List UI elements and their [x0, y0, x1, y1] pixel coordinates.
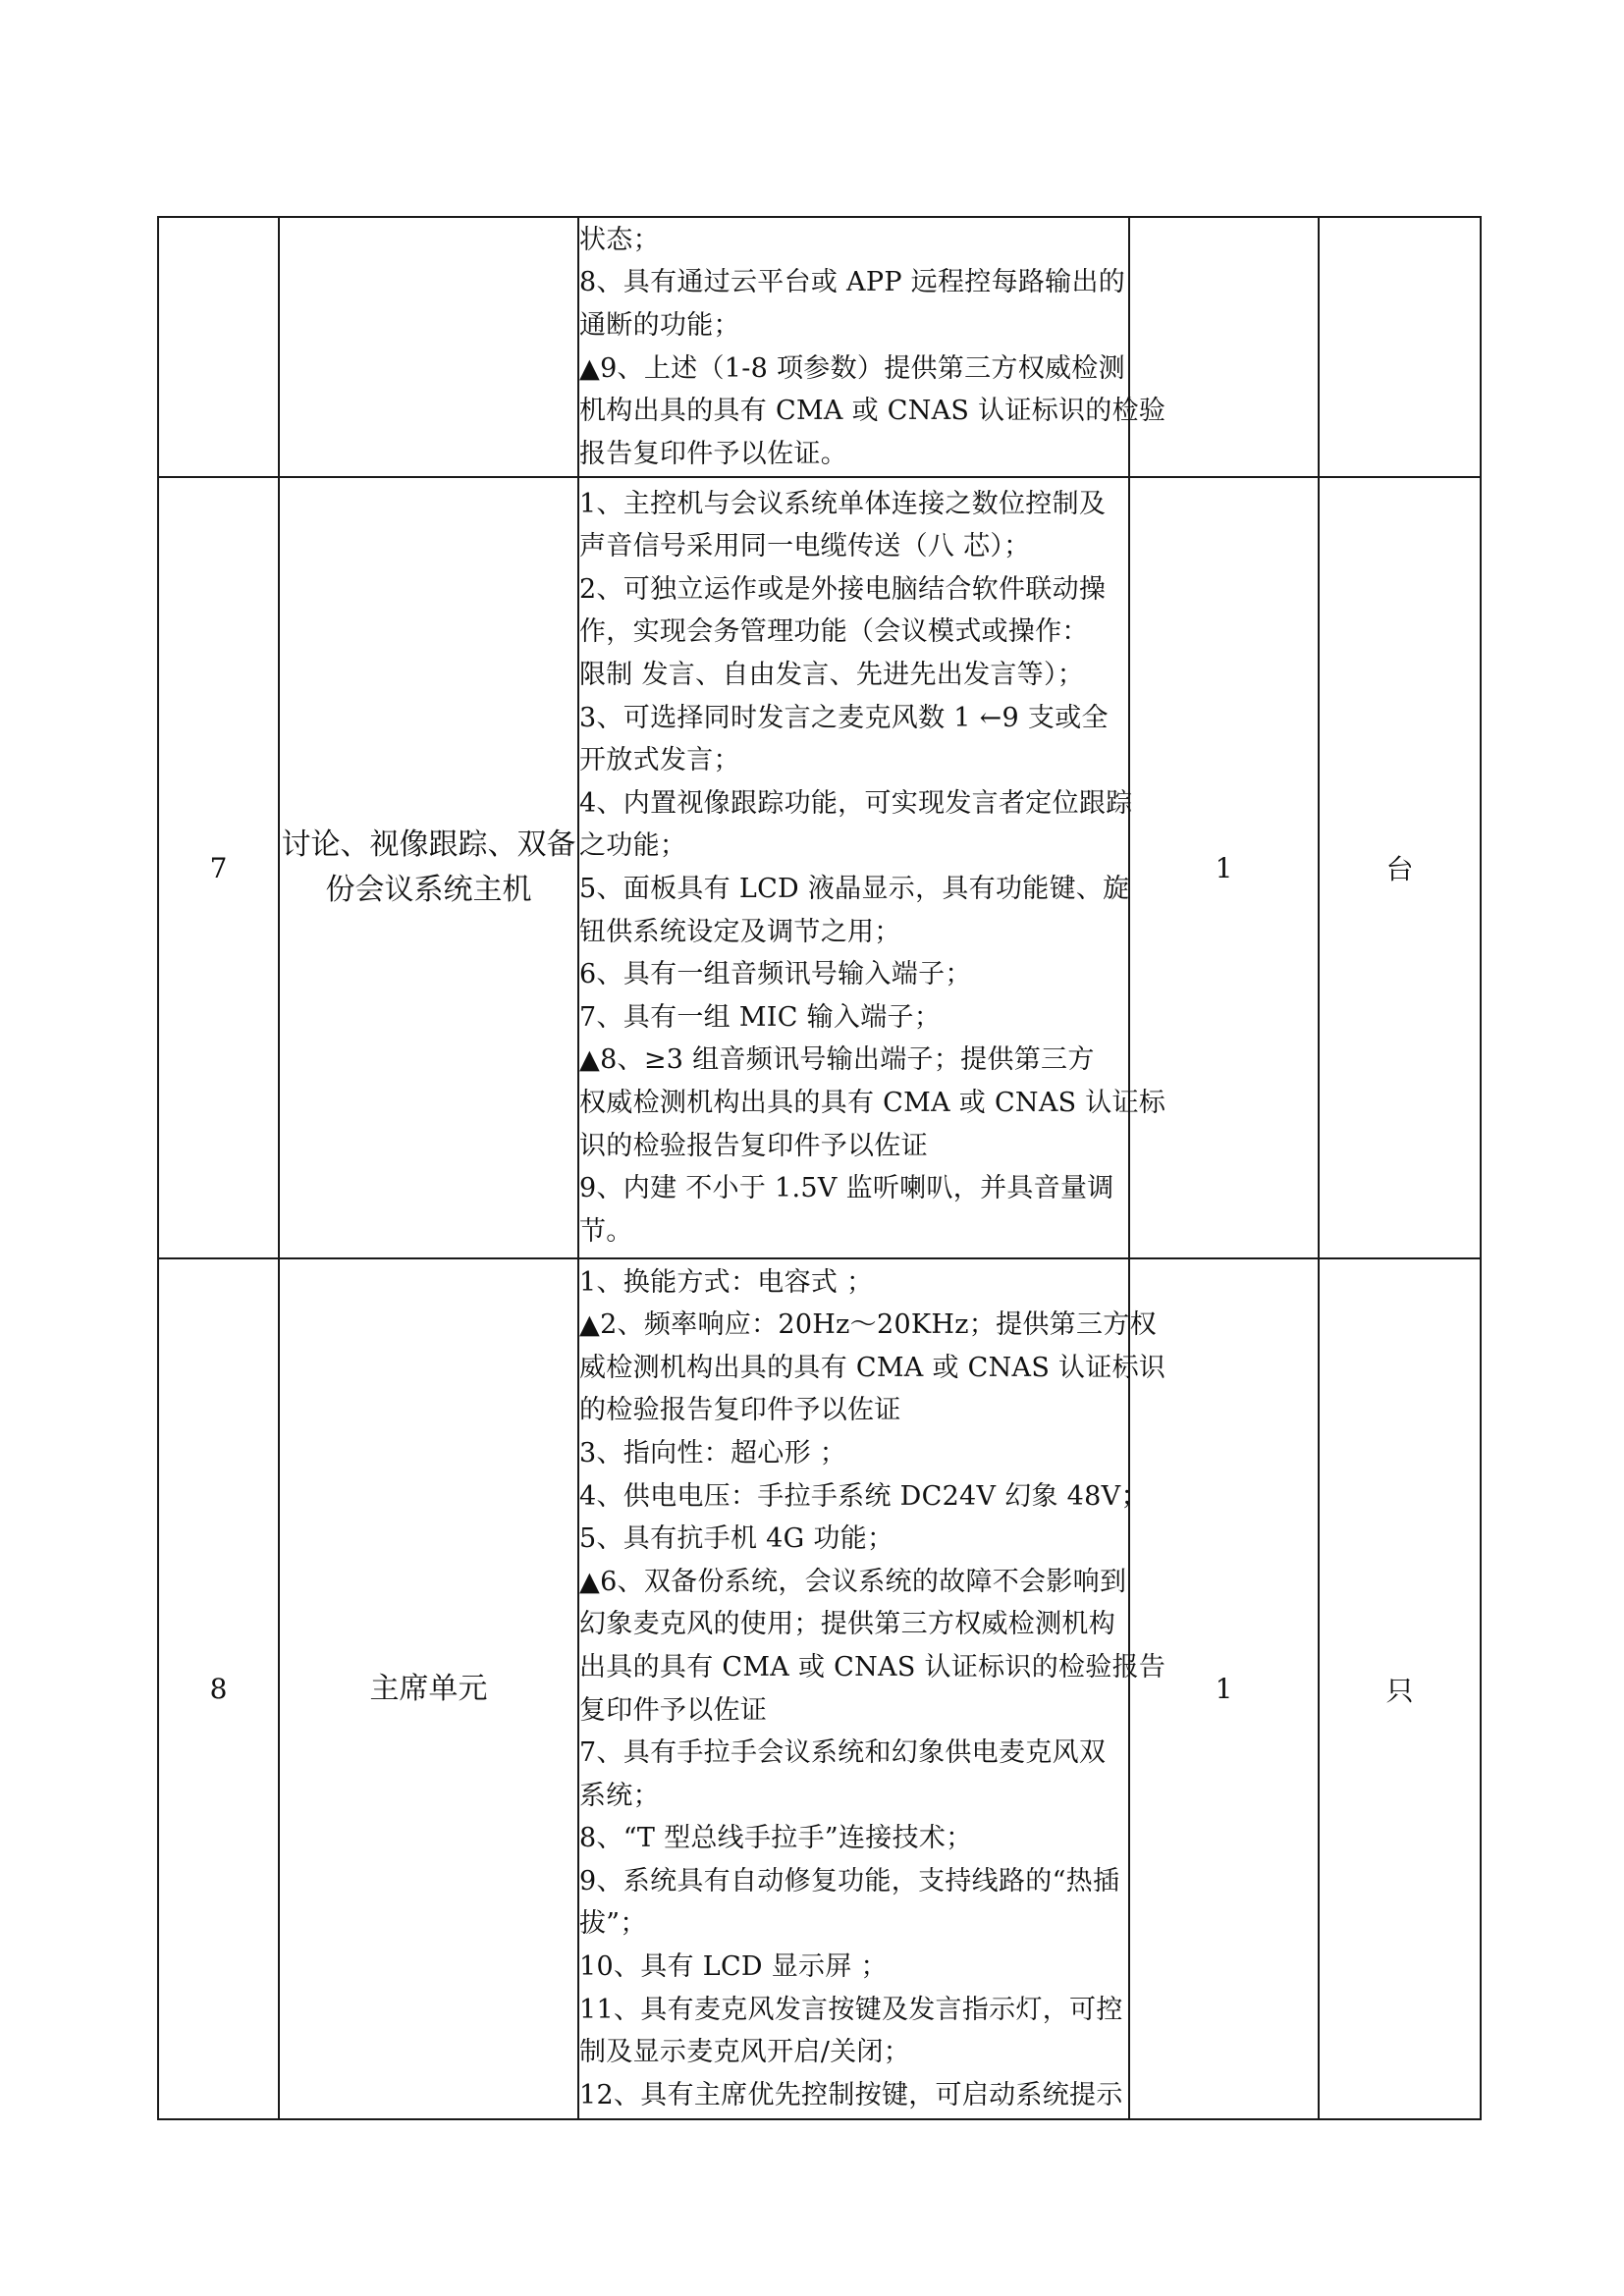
spec-line: ▲2、频率响应：20Hz～20KHz；提供第三方权 — [579, 1309, 1157, 1341]
spec-line: 9、内建 不小于 1.5V 监听喇叭，并具音量调 — [579, 1173, 1114, 1204]
spec-line: 6、具有一组音频讯号输入端子； — [579, 959, 972, 990]
item-name-line: 讨论、视像跟踪、双备 — [281, 828, 576, 862]
spec-line: 3、可选择同时发言之麦克风数 1 ←9 支或全 — [579, 702, 1109, 733]
spec-line: 节。 — [579, 1215, 633, 1247]
spec-line: 机构出具的具有 CMA 或 CNAS 认证标识的检验 — [579, 396, 1166, 427]
spec-line: 3、指向性：超心形 ； — [579, 1437, 847, 1468]
item-number-cell: 8 — [158, 1258, 279, 2119]
quantity-cell: 1 — [1129, 477, 1319, 1258]
spec-line: 7、具有手拉手会议系统和幻象供电麦克风双 — [579, 1737, 1107, 1769]
spec-line: 拔”； — [579, 1908, 647, 1940]
item-name-cell — [279, 1258, 578, 2119]
spec-cell — [578, 477, 1166, 1258]
spec-cell — [578, 217, 1166, 477]
spec-line: 8、具有通过云平台或 APP 远程控每路输出的 — [579, 267, 1126, 298]
spec-line: 4、内置视像跟踪功能，可实现发言者定位跟踪 — [579, 787, 1133, 819]
spec-line: 10、具有 LCD 显示屏 ； — [579, 1951, 888, 1983]
spec-line: ▲8、≥3 组音频讯号输出端子；提供第三方 — [579, 1044, 1095, 1076]
item-name-line: 份会议系统主机 — [325, 873, 532, 907]
spec-line: 1、换能方式：电容式 ； — [579, 1266, 874, 1298]
table-row — [158, 217, 1481, 477]
spec-line: 7、具有一组 MIC 输入端子； — [579, 1001, 942, 1033]
item-name-cell — [279, 217, 578, 477]
spec-line: 制及显示麦克风开启/关闭； — [579, 2037, 910, 2068]
spec-line: 识的检验报告复印件予以佐证 — [579, 1130, 928, 1161]
spec-line: 通断的功能； — [579, 309, 740, 341]
unit-cell: 台 — [1319, 477, 1481, 1258]
item-name-cell — [279, 477, 578, 1258]
spec-line: 系统； — [579, 1780, 660, 1811]
spec-table — [157, 216, 1482, 2120]
spec-line: 威检测机构出具的具有 CMA 或 CNAS 认证标识 — [579, 1352, 1166, 1383]
spec-line: 权威检测机构出具的具有 CMA 或 CNAS 认证标 — [579, 1087, 1166, 1118]
quantity-cell — [1129, 217, 1319, 477]
spec-line: ▲9、上述（1-8 项参数）提供第三方权威检测 — [579, 352, 1125, 384]
item-name-line: 主席单元 — [369, 1671, 488, 1706]
spec-line: ▲6、双备份系统，会议系统的故障不会影响到 — [579, 1566, 1127, 1597]
spec-line: 作，实现会务管理功能（会议模式或操作： — [579, 616, 1089, 648]
spec-line: 状态； — [579, 224, 660, 255]
spec-line: 5、面板具有 LCD 液晶显示，具有功能键、旋 — [579, 874, 1130, 904]
spec-cell — [578, 1258, 1166, 2119]
spec-line: 11、具有麦克风发言按键及发言指示灯，可控 — [579, 1994, 1123, 2025]
spec-line: 声音信号采用同一电缆传送（八 芯）； — [579, 531, 1031, 562]
spec-line: 8、“T 型总线手拉手”连接技术； — [579, 1823, 973, 1854]
spec-line: 出具的具有 CMA 或 CNAS 认证标识的检验报告 — [579, 1651, 1166, 1682]
spec-line: 之功能； — [579, 830, 687, 862]
spec-line: 12、具有主席优先控制按键，可启动系统提示 — [579, 2079, 1123, 2110]
table-row — [158, 1258, 1481, 2119]
spec-line: 开放式发言； — [579, 745, 740, 776]
spec-line: 2、可独立运作或是外接电脑结合软件联动操 — [579, 573, 1107, 605]
item-number-cell: 7 — [158, 477, 279, 1258]
spec-line: 复印件予以佐证 — [579, 1694, 768, 1726]
spec-line: 幻象麦克风的使用；提供第三方权威检测机构 — [579, 1609, 1115, 1640]
spec-line: 4、供电电压：手拉手系统 DC24V 幻象 48V； — [579, 1480, 1148, 1512]
spec-line: 报告复印件予以佐证。 — [579, 438, 847, 469]
spec-line: 的检验报告复印件予以佐证 — [579, 1395, 901, 1426]
spec-line: 1、主控机与会议系统单体连接之数位控制及 — [579, 488, 1107, 519]
spec-line: 5、具有抗手机 4G 功能； — [579, 1523, 894, 1555]
spec-line: 9、系统具有自动修复功能，支持线路的“热插 — [579, 1865, 1120, 1896]
unit-cell: 只 — [1319, 1258, 1481, 2119]
spec-line: 钮供系统设定及调节之用； — [579, 916, 901, 947]
item-number-cell — [158, 217, 279, 477]
quantity-cell: 1 — [1129, 1258, 1319, 2119]
table-row — [158, 477, 1481, 1258]
spec-line: 限制 发言、自由发言、先进先出发言等）； — [579, 660, 1085, 691]
unit-cell — [1319, 217, 1481, 477]
